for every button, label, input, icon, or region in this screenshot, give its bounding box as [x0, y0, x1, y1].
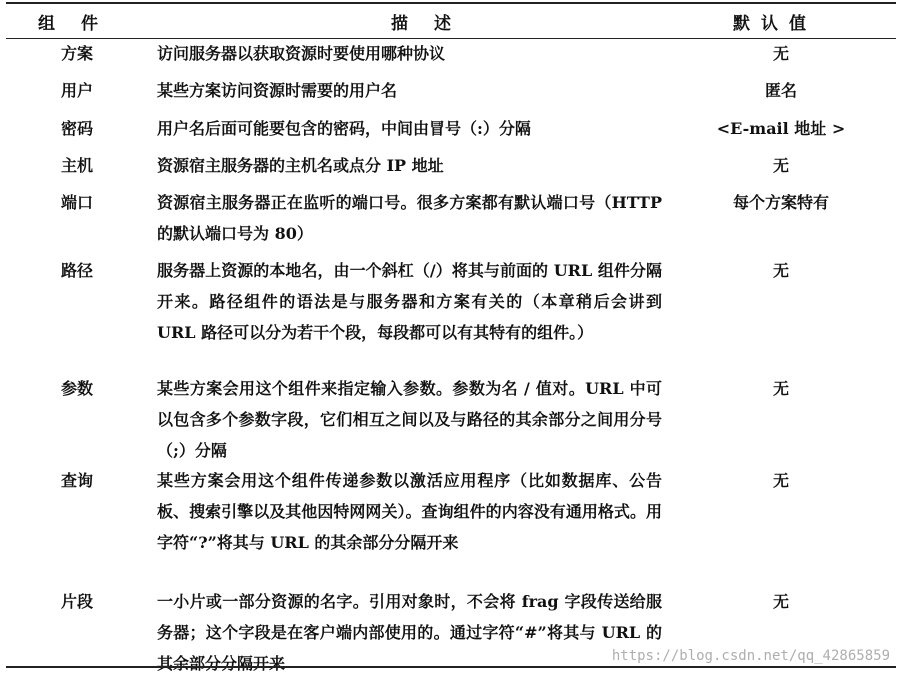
component-cell: 参数	[61, 379, 94, 398]
description-cell: 访问服务器以获取资源时要使用哪种协议	[157, 44, 446, 63]
url-components-table	[6, 2, 896, 673]
default-cell: 无	[772, 261, 789, 280]
default-cell: 每个方案特有	[732, 193, 829, 212]
default-cell: 无	[772, 592, 789, 611]
description-cell: 某些方案会用这个组件传递参数以激活应用程序（比如数据库、公告板、搜索引擎以及其他因特网网关）。查询组件的内容没有通用格式。用字符“?”将其与 URL 的其余部分分隔开来	[157, 471, 662, 552]
default-cell: <E-mail 地址 >	[716, 119, 846, 138]
description-cell: 一小片或一部分资源的名字。引用对象时，不会将 frag 字段传送给服务器；这个字段是在客户端内部使用的。通过字符“#”将其与 URL 的其余部分分隔开来	[157, 592, 662, 673]
component-cell: 端口	[61, 193, 94, 212]
default-cell: 无	[772, 379, 789, 398]
component-cell: 用户	[61, 81, 94, 100]
default-cell: 无	[772, 471, 789, 490]
description-cell: 某些方案访问资源时需要的用户名	[157, 81, 398, 100]
description-cell: 某些方案会用这个组件来指定输入参数。参数为名 / 值对。URL 中可以包含多个参数字段，它们相互之间以及与路径的其余部分之间用分号（;）分隔	[157, 379, 662, 460]
component-cell: 密码	[61, 119, 94, 138]
header-description: 描述	[391, 14, 477, 34]
component-cell: 路径	[61, 261, 94, 280]
default-cell: 无	[772, 156, 789, 175]
table-header	[6, 2, 896, 38]
description-cell: 服务器上资源的本地名，由一个斜杠（/）将其与前面的 URL 组件分隔开来。路径组件的语法是与服务器和方案有关的（本章稍后会讲到 URL 路径可以分为若干个段，每段都可以有其特有的组件。）	[157, 261, 662, 342]
header-default: 默认值	[733, 14, 817, 34]
header-component: 组件	[38, 14, 124, 34]
component-cell: 方案	[61, 44, 94, 63]
component-cell: 主机	[61, 156, 94, 175]
table-bottom-rule	[6, 666, 896, 668]
description-cell: 资源宿主服务器的主机名或点分 IP 地址	[157, 156, 444, 175]
default-cell: 无	[772, 44, 789, 63]
component-cell: 查询	[61, 471, 94, 490]
component-cell: 片段	[61, 592, 94, 611]
description-cell: 资源宿主服务器正在监听的端口号。很多方案都有默认端口号（HTTP 的默认端口号为 80）	[157, 193, 662, 243]
default-cell: 匿名	[764, 81, 797, 100]
description-cell: 用户名后面可能要包含的密码，中间由冒号（:）分隔	[157, 119, 531, 138]
watermark-url: https://blog.csdn.net/qq_42865859	[611, 648, 890, 664]
